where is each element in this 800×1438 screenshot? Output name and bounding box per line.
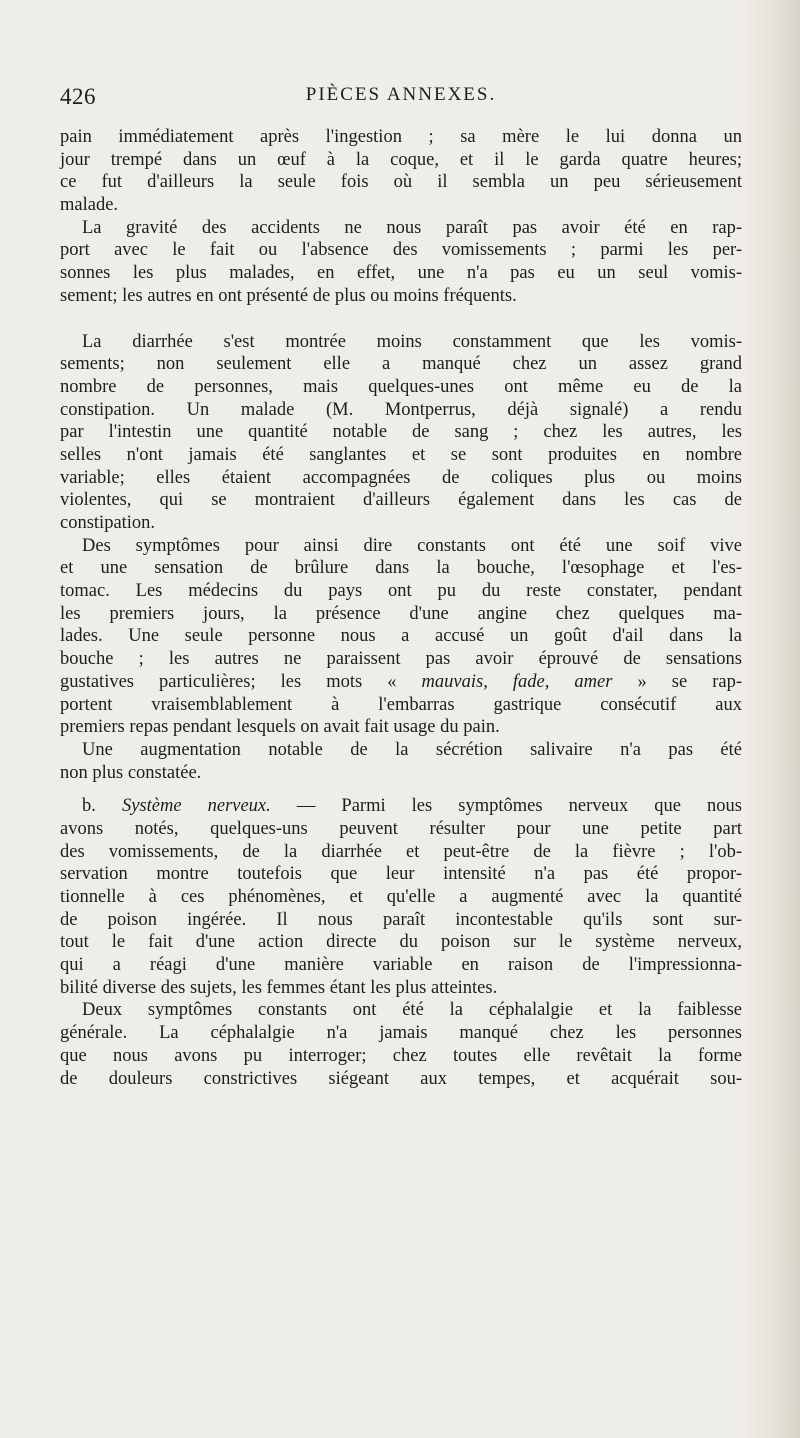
- text-line: lades. Une seule personne nous a accusé un goût d'ail dans la: [60, 626, 742, 647]
- section-heading-line: [60, 795, 742, 818]
- text-line: bouche ; les autres ne paraissent pas avoir éprouvé de sensations: [60, 649, 742, 670]
- text-segment: » se rap-: [612, 671, 742, 692]
- text-line: variable; elles étaient accompagnées de coliques plus ou moins: [60, 467, 742, 488]
- text-line: tionnelle à ces phénomènes, et qu'elle a augmenté avec la quantité: [60, 887, 742, 907]
- text-line: de douleurs constrictives siégeant aux tempes, et acquérait sou-: [60, 1068, 742, 1089]
- text-line: tout le fait d'une action directe du poison sur le système nerveux,: [60, 932, 742, 953]
- text-line: sonnes les plus malades, en effet, une n'a pas eu un seul vomis-: [60, 263, 742, 284]
- text-line: Deux symptômes constants ont été la céphalalgie et la faiblesse: [82, 1000, 742, 1021]
- text-line: servation montre toutefois que leur intensité n'a pas été propor-: [60, 864, 742, 885]
- text-line: non plus constatée.: [60, 762, 202, 783]
- text-line: ce fut d'ailleurs la seule fois où il sembla un peu sérieusement: [60, 172, 742, 193]
- text-line: portent vraisemblablement à l'embarras gastrique consécutif aux: [60, 694, 742, 715]
- text-line: des vomissements, de la diarrhée et peut-être de la fièvre ; l'ob-: [60, 841, 742, 862]
- text-line: malade.: [60, 195, 119, 216]
- text-line: jour trempé dans un œuf à la coque, et il le garda quatre heures;: [60, 149, 742, 170]
- text-line: Une augmentation notable de la sécrétion salivaire n'a pas été: [82, 739, 742, 760]
- paragraph-gap: [60, 308, 742, 331]
- text-line: générale. La céphalalgie n'a jamais manqué chez les personnes: [60, 1023, 742, 1044]
- italic-words: mauvais, fade, amer: [421, 671, 613, 692]
- text-line: sement; les autres en ont présenté de plus ou moins fréquents.: [60, 285, 517, 306]
- paragraph-gap: [60, 784, 742, 795]
- text-line: premiers repas pendant lesquels on avait fait usage du pain.: [60, 717, 500, 738]
- text-line: par l'intestin une quantité notable de sang ; chez les autres, les: [60, 422, 742, 443]
- text-line: avons notés, quelques-uns peuvent résulter pour une petite part: [60, 818, 742, 839]
- text-line: et une sensation de brûlure dans la bouche, l'œsophage et l'es-: [60, 558, 742, 579]
- text-line: pain immédiatement après l'ingestion ; sa mère le lui donna un: [60, 127, 742, 147]
- running-head: PIÈCES ANNEXES.: [305, 84, 497, 105]
- body-text: [60, 126, 742, 1090]
- page-header: [60, 84, 742, 112]
- text-line: sements; non seulement elle a manqué chez un assez grand: [60, 354, 742, 375]
- text-segment: gustatives particulières; les mots «: [60, 671, 422, 692]
- text-line: que nous avons pu interroger; chez toutes elle revêtait la forme: [60, 1045, 742, 1066]
- text-line: tomac. Les médecins du pays ont pu du reste constater, pendant: [60, 581, 742, 602]
- text-line: constipation. Un malade (M. Montperrus, déjà signalé) a rendu: [60, 399, 742, 420]
- section-title: Système nerveux.: [121, 796, 271, 817]
- text-line: La gravité des accidents ne nous paraît pas avoir été en rap-: [82, 217, 742, 238]
- text-line-with-italics: [60, 671, 742, 694]
- text-segment: — Parmi les symptômes nerveux que nous: [270, 796, 743, 817]
- text-line: bilité diverse des sujets, les femmes étant les plus atteintes.: [60, 977, 498, 998]
- text-line: selles n'ont jamais été sanglantes et se sont produites en nombre: [60, 444, 742, 465]
- text-line: Des symptômes pour ainsi dire constants ont été une soif vive: [82, 535, 742, 556]
- text-line: nombre de personnes, mais quelques-unes ont même eu de la: [60, 376, 742, 397]
- text-line: La diarrhée s'est montrée moins constamment que les vomis-: [82, 331, 742, 352]
- text-line: qui a réagi d'une manière variable en raison de l'impressionna-: [60, 955, 742, 976]
- page-number: 426: [60, 84, 96, 109]
- section-letter: b.: [82, 796, 122, 817]
- text-line: de poison ingérée. Il nous paraît incontestable qu'ils sont sur-: [60, 909, 742, 930]
- text-line: les premiers jours, la présence d'une angine chez quelques ma-: [60, 603, 742, 624]
- text-line: port avec le fait ou l'absence des vomissements ; parmi les per-: [60, 240, 742, 261]
- text-line: violentes, qui se montraient d'ailleurs également dans les cas de: [60, 490, 742, 511]
- text-line: constipation.: [60, 513, 156, 533]
